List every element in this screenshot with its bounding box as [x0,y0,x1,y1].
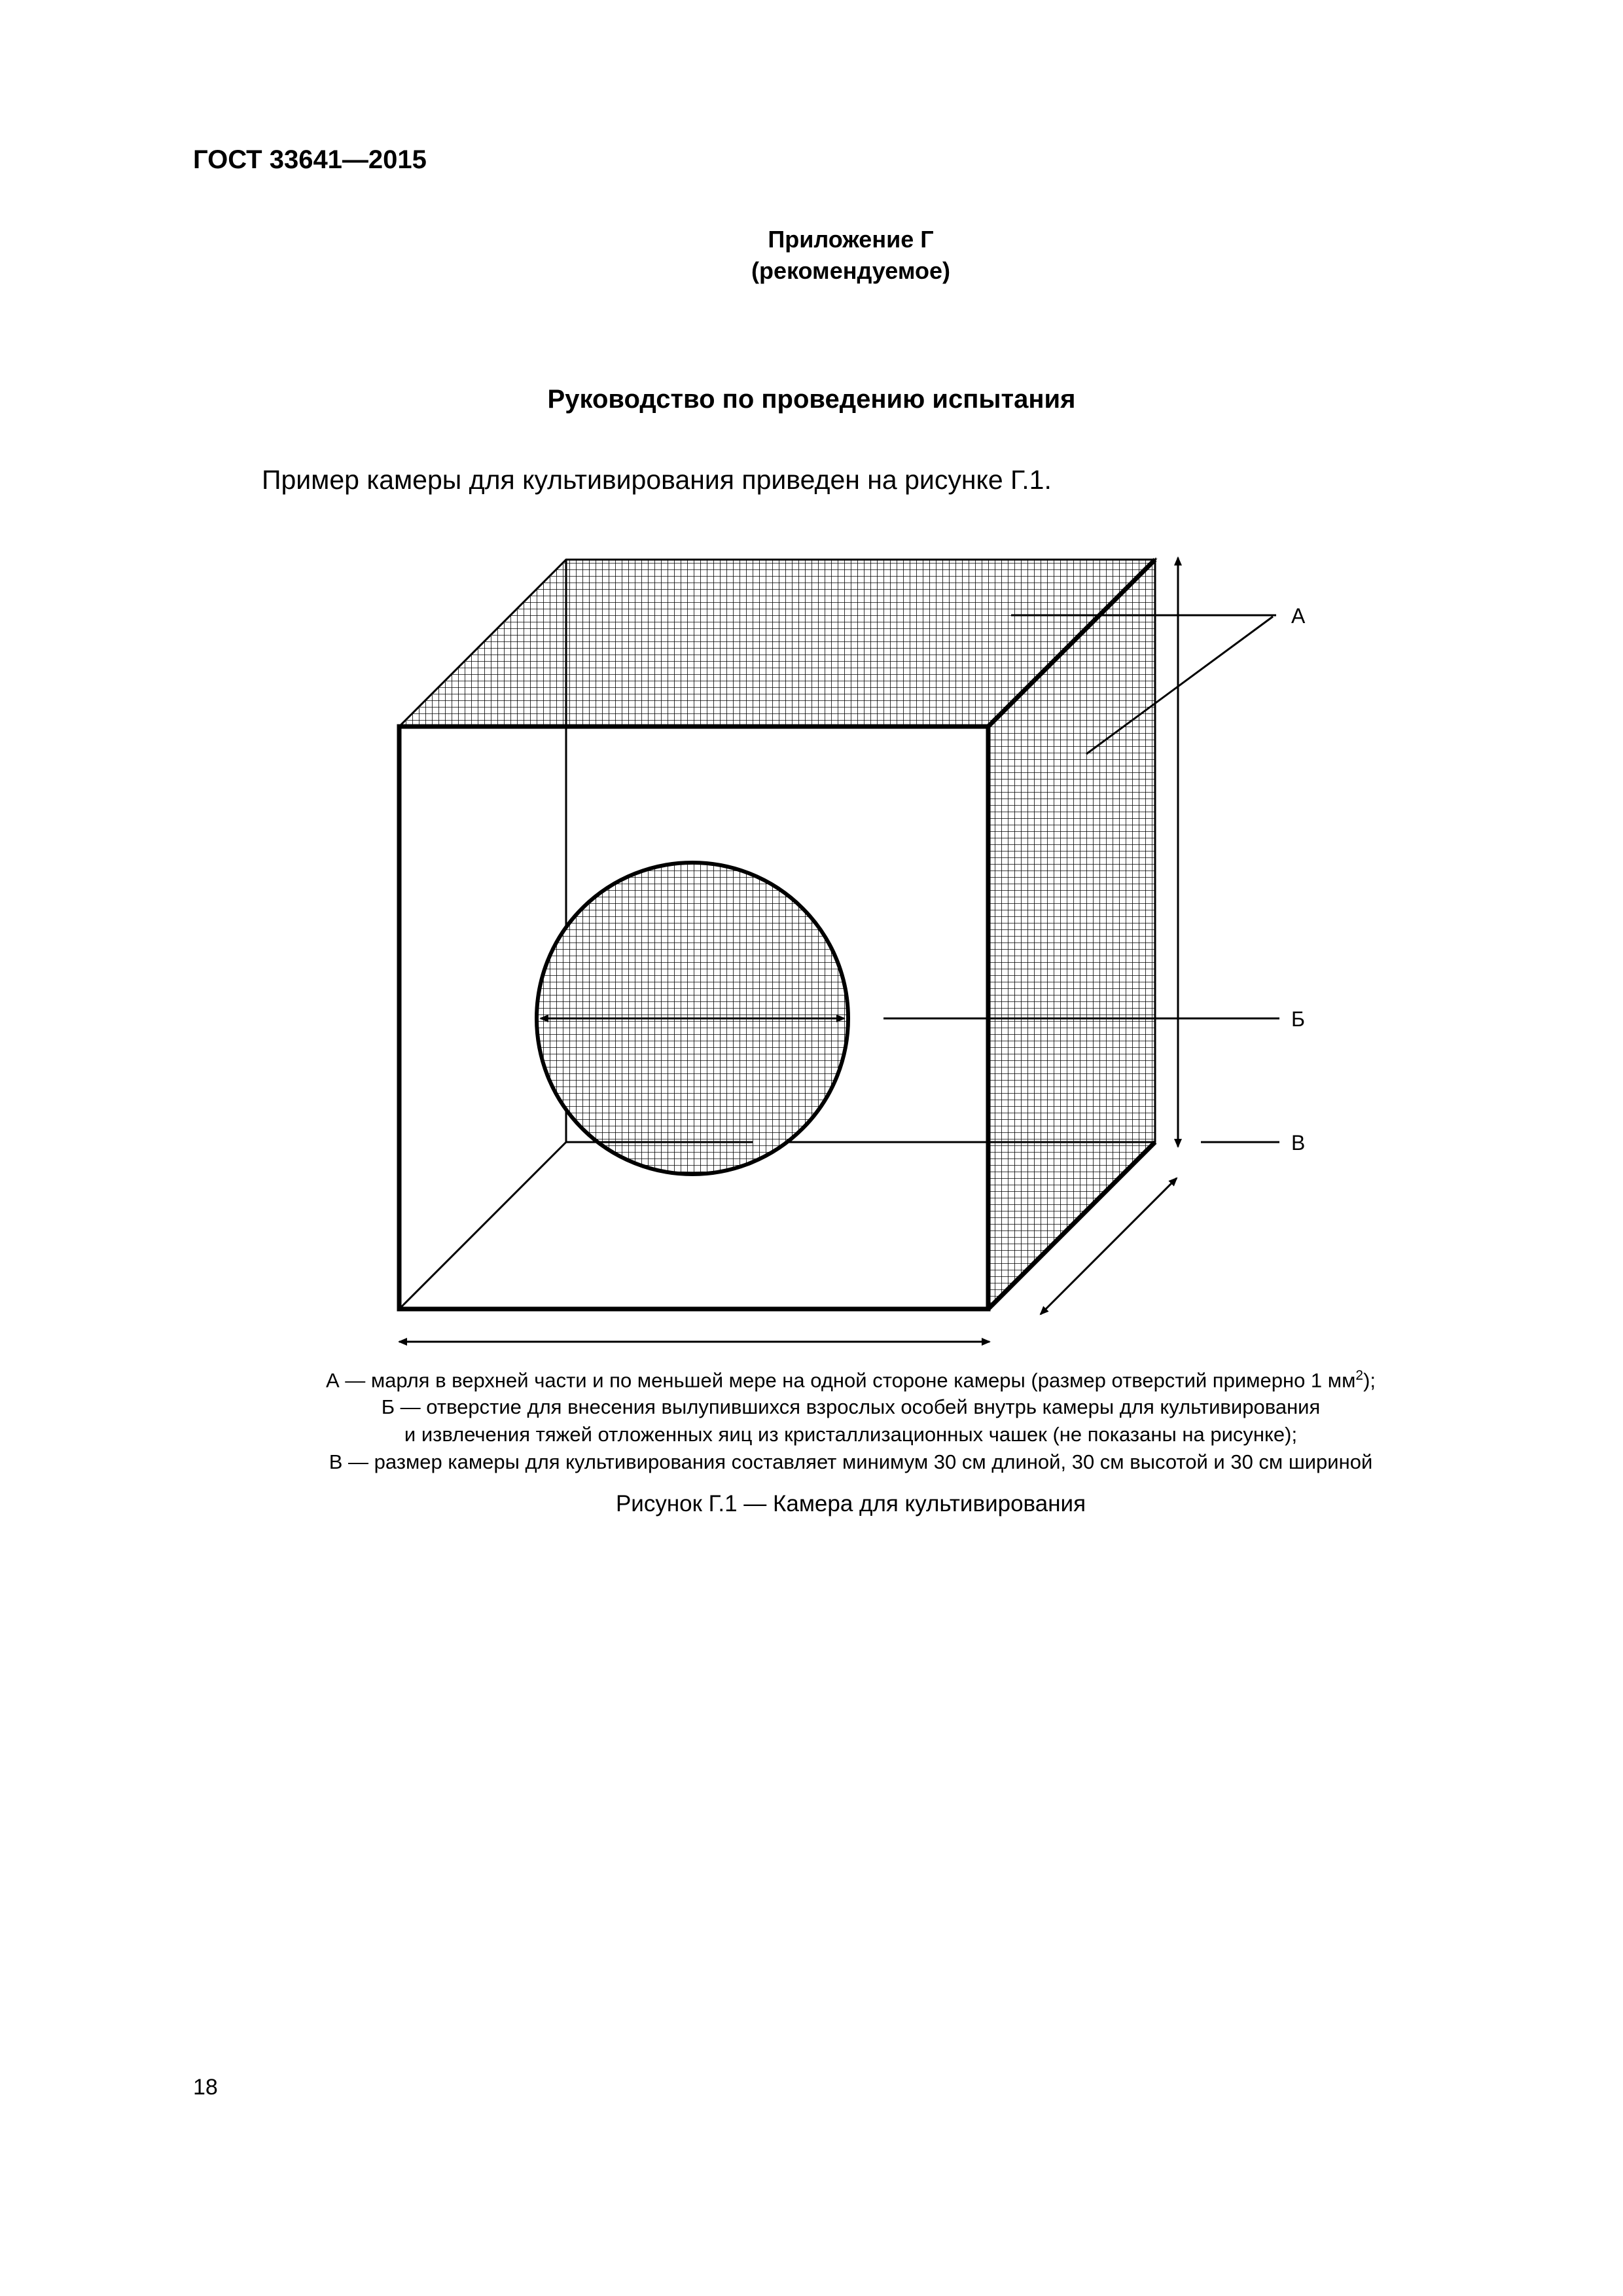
label-a: А [1291,604,1306,628]
page-number: 18 [193,2075,218,2100]
annex-status: (рекомендуемое) [751,257,950,284]
legend-item-v: В — размер камеры для культивирования составляет минимум 30 см длиной, 30 см высотой и 30 см шириной [329,1450,1373,1473]
figure-caption: Рисунок Г.1 — Камера для культивирования [615,1491,1086,1516]
back-edge-diagonal [399,1142,566,1309]
legend-item-b-continued: и извлечения тяжей отложенных яиц из кристаллизационных чашек (не показаны на рисунке); [404,1423,1298,1446]
legend-item-b: Б — отверстие для внесения вылупившихся взрослых особей внутрь камеры для культивирования [381,1395,1321,1418]
legend-item-a: А — марля в верхней части и по меньшей мере на одной стороне камеры (размер отверстий примерно 1 $мм^2$); [325,1368,1376,1392]
annex-title: Приложение Г [768,226,934,253]
label-v: В [1291,1131,1306,1155]
intro-paragraph: Пример камеры для культивирования приведен на рисунке Г.1. [262,465,1052,495]
section-title: Руководство по проведению испытания [547,385,1076,414]
document-header: ГОСТ 33641—2015 [193,145,427,174]
superscript-2: 2 [1355,1368,1364,1383]
label-b: Б [1291,1007,1305,1031]
